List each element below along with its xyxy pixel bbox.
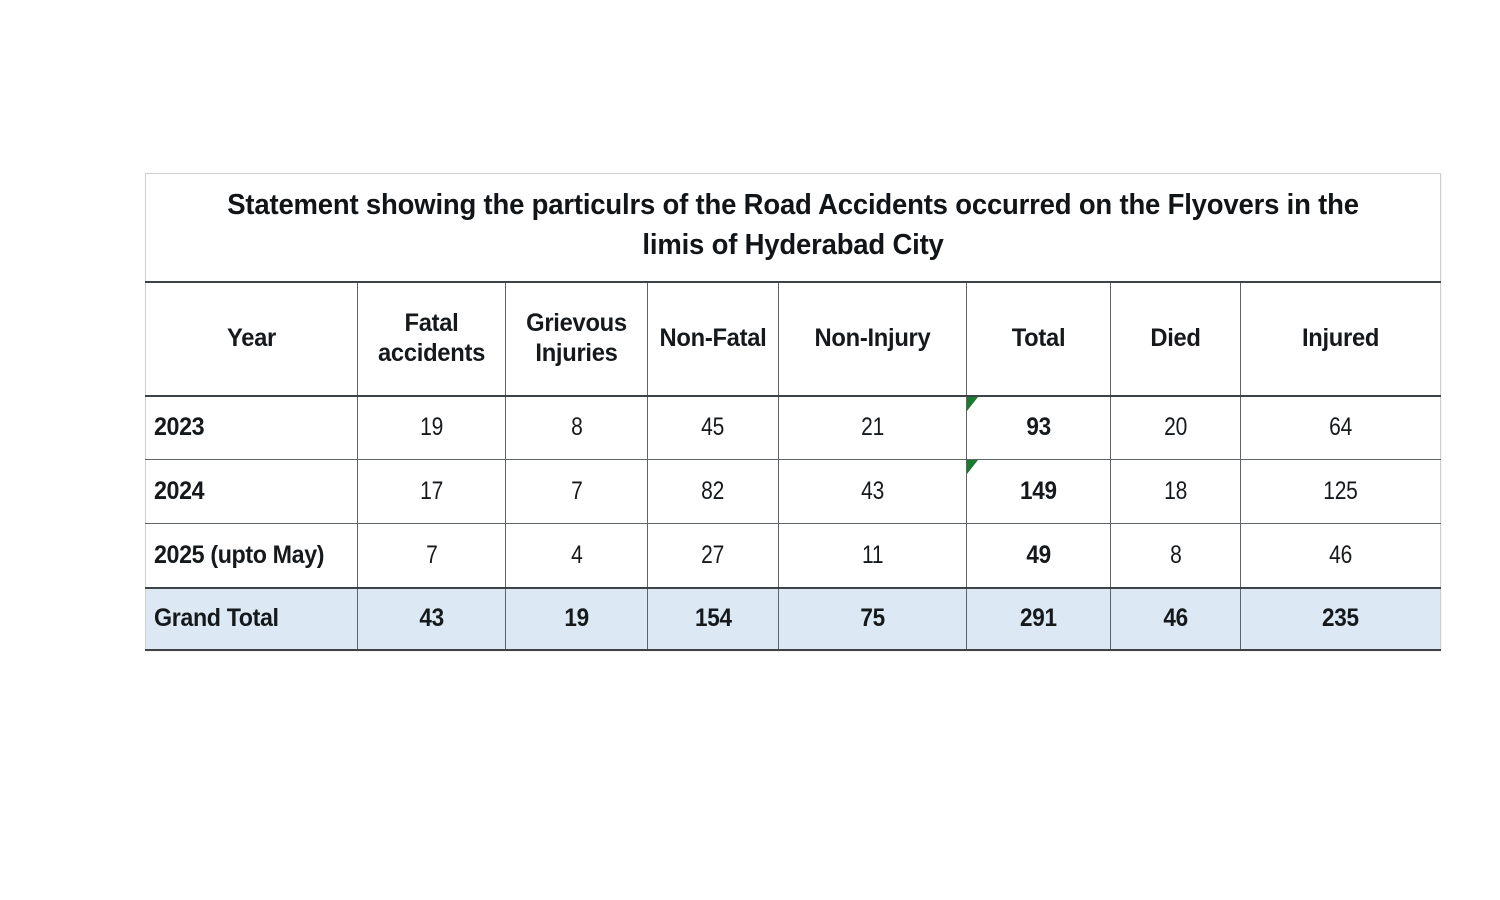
column-header-non-fatal-label: Non-Fatal bbox=[659, 323, 767, 352]
road-accidents-table bbox=[145, 173, 1441, 651]
cell-grand-total-label-value: Grand Total bbox=[154, 604, 279, 632]
cell-grievous-injuries bbox=[506, 460, 648, 524]
cell-non-injury bbox=[779, 524, 967, 588]
column-header-total bbox=[967, 282, 1111, 396]
cell-grand-total-non-injury bbox=[779, 588, 967, 650]
column-header-died-label: Died bbox=[1150, 323, 1201, 352]
cell-died bbox=[1111, 460, 1241, 524]
table-row bbox=[146, 524, 1441, 588]
cell-grand-total-injured-value: 235 bbox=[1322, 604, 1359, 632]
cell-grievous-injuries-value: 7 bbox=[570, 477, 583, 505]
cell-grievous-injuries bbox=[506, 396, 648, 460]
page-title: Statement showing the particulrs of the Road Accidents occurred on the Flyovers in the limis of Hyderabad City bbox=[227, 188, 1359, 262]
cell-fatal-accidents bbox=[358, 460, 506, 524]
cell-grand-total-label bbox=[146, 588, 358, 650]
cell-grand-total-grievous-injuries bbox=[506, 588, 648, 650]
cell-non-injury-value: 21 bbox=[861, 413, 884, 442]
cell-total-value: 149 bbox=[1020, 477, 1057, 505]
column-header-year bbox=[146, 282, 358, 396]
cell-grievous-injuries-value: 8 bbox=[570, 413, 583, 442]
cell-injured bbox=[1241, 460, 1441, 524]
column-header-year-label: Year bbox=[226, 323, 277, 352]
column-header-total-label: Total bbox=[1011, 323, 1066, 352]
cell-grand-total-total bbox=[967, 588, 1111, 650]
cell-died-value: 8 bbox=[1169, 540, 1182, 569]
cell-injured-value: 46 bbox=[1329, 540, 1352, 569]
cell-fatal-accidents-value: 19 bbox=[420, 413, 443, 442]
cell-grand-total-grievous-injuries-value: 19 bbox=[564, 604, 589, 632]
cell-died-value: 18 bbox=[1164, 477, 1187, 505]
cell-injured bbox=[1241, 396, 1441, 460]
cell-year-value: 2023 bbox=[154, 413, 205, 442]
column-header-non-fatal bbox=[648, 282, 779, 396]
cell-fatal-accidents-value: 7 bbox=[425, 540, 438, 569]
column-header-grievous-injuries-label: Grievous Injuries bbox=[526, 309, 627, 367]
cell-fatal-accidents bbox=[358, 396, 506, 460]
cell-grand-total-died bbox=[1111, 588, 1241, 650]
cell-non-injury-value: 43 bbox=[861, 477, 884, 505]
cell-year bbox=[146, 460, 358, 524]
cell-total-value: 49 bbox=[1026, 540, 1051, 569]
cell-non-fatal-value: 45 bbox=[701, 413, 725, 442]
cell-fatal-accidents-value: 17 bbox=[420, 477, 443, 505]
cell-died-value: 20 bbox=[1164, 413, 1187, 442]
cell-grand-total-fatal-accidents-value: 43 bbox=[419, 604, 444, 632]
cell-total bbox=[967, 460, 1111, 524]
cell-grievous-injuries-value: 4 bbox=[570, 540, 583, 569]
cell-non-fatal bbox=[648, 396, 779, 460]
cell-non-injury bbox=[779, 460, 967, 524]
cell-grand-total-injured bbox=[1241, 588, 1441, 650]
column-header-non-injury-label: Non-Injury bbox=[814, 323, 931, 352]
cell-total-value: 93 bbox=[1026, 413, 1051, 442]
error-indicator-icon bbox=[967, 397, 978, 411]
cell-non-fatal-value: 27 bbox=[701, 540, 725, 569]
table-title-row bbox=[146, 174, 1441, 282]
cell-year-value: 2025 (upto May) bbox=[154, 540, 325, 569]
column-header-fatal-accidents bbox=[358, 282, 506, 396]
cell-non-injury-value: 11 bbox=[861, 540, 884, 569]
cell-grand-total-total-value: 291 bbox=[1020, 604, 1057, 632]
cell-injured bbox=[1241, 524, 1441, 588]
cell-non-fatal bbox=[648, 460, 779, 524]
grand-total-row bbox=[146, 588, 1441, 650]
cell-injured-value: 125 bbox=[1323, 477, 1358, 505]
cell-died bbox=[1111, 396, 1241, 460]
cell-non-injury bbox=[779, 396, 967, 460]
error-indicator-icon bbox=[967, 460, 978, 474]
column-header-non-injury bbox=[779, 282, 967, 396]
column-header-grievous-injuries bbox=[506, 282, 648, 396]
cell-non-fatal bbox=[648, 524, 779, 588]
cell-year-value: 2024 bbox=[154, 477, 205, 505]
table-header-row bbox=[146, 282, 1441, 396]
cell-died bbox=[1111, 524, 1241, 588]
table-row bbox=[146, 460, 1441, 524]
cell-fatal-accidents bbox=[358, 524, 506, 588]
cell-year bbox=[146, 524, 358, 588]
column-header-fatal-accidents-label: Fatal accidents bbox=[377, 309, 485, 367]
table-row bbox=[146, 396, 1441, 460]
cell-total bbox=[967, 524, 1111, 588]
column-header-injured-label: Injured bbox=[1301, 323, 1380, 352]
cell-grand-total-non-injury-value: 75 bbox=[860, 604, 885, 632]
cell-grievous-injuries bbox=[506, 524, 648, 588]
column-header-died bbox=[1111, 282, 1241, 396]
table-title-cell bbox=[146, 174, 1441, 282]
cell-non-fatal-value: 82 bbox=[701, 477, 725, 505]
cell-year bbox=[146, 396, 358, 460]
column-header-injured bbox=[1241, 282, 1441, 396]
cell-grand-total-non-fatal-value: 154 bbox=[694, 604, 732, 632]
cell-total bbox=[967, 396, 1111, 460]
cell-injured-value: 64 bbox=[1329, 413, 1352, 442]
cell-grand-total-fatal-accidents bbox=[358, 588, 506, 650]
cell-grand-total-non-fatal bbox=[648, 588, 779, 650]
cell-grand-total-died-value: 46 bbox=[1163, 604, 1188, 632]
